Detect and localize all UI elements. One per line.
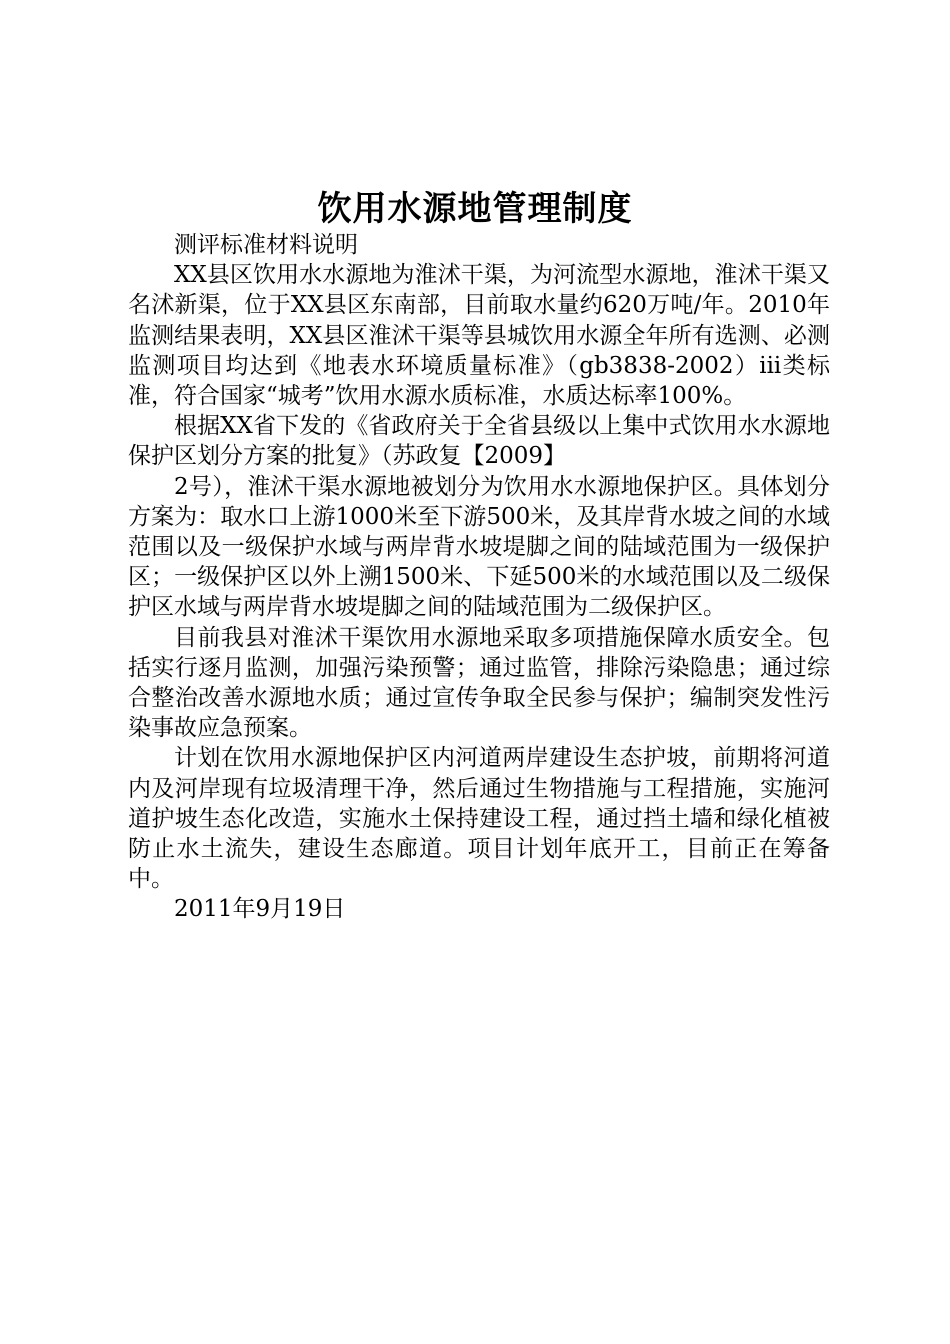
paragraph-source-description: XX县区饮用水水源地为淮沭干渠，为河流型水源地，淮沭干渠又名沭新渠，位于XX县区东南部，目前取水量约620万吨/年。2010年监测结果表明，XX县区淮沭干渠等县城饮用水源全年所有选测、必测监测项目均达到《地表水环境质量标准》（gb3838-2002）iii类标准，符合国家“城考”饮用水源水质标准，水质达标率100%。 [128,262,830,410]
document-subheading: 测评标准材料说明 [174,232,358,258]
paragraph-approval-reference: 根据XX省下发的《省政府关于全省县级以上集中式饮用水水源地保护区划分方案的批复》（苏政复【2009】 [128,413,830,470]
document-title: 饮用水源地管理制度 [317,189,633,229]
paragraph-current-measures: 目前我县对淮沭干渠饮用水源地采取多项措施保障水质安全。包括实行逐月监测，加强污染预警；通过监管，排除污染隐患；通过综合整治改善水源地水质；通过宣传争取全民参与保护；编制突发性污染事故应急预案。 [128,624,830,742]
paragraph-future-plan: 计划在饮用水源地保护区内河道两岸建设生态护坡，前期将河道内及河岸现有垃圾清理干净，然后通过生物措施与工程措施，实施河道护坡生态化改造，实施水土保持建设工程，通过挡土墙和绿化植被防止水土流失，建设生态廊道。项目计划年底开工，目前正在筹备中。 [128,745,830,893]
paragraph-protection-zones: 2号），淮沭干渠水源地被划分为饮用水水源地保护区。具体划分方案为：取水口上游1000米至下游500米，及其岸背水坡之间的水域范围以及一级保护水域与两岸背水坡堤脚之间的陆域范围为一级保护区；一级保护区以外上溯1500米、下延500米的水域范围以及二级保护区水域与两岸背水坡堤脚之间的陆域范围为二级保护区。 [128,473,830,621]
document-date: 2011年9月19日 [174,896,346,923]
document-body [128,230,830,925]
